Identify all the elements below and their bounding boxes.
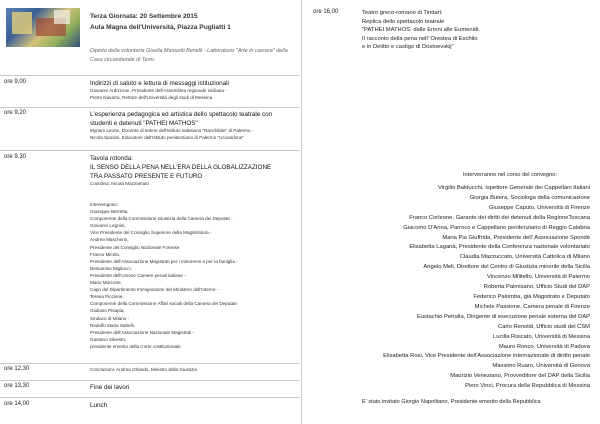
session-coordinator: Coordina: Nicola Mazzamuto bbox=[90, 181, 149, 186]
session-title: Tavola rotonda: bbox=[90, 155, 134, 162]
session-end: Fine dei lavori bbox=[90, 384, 130, 391]
session-lunch: Lunch bbox=[90, 402, 108, 409]
speaker-line: Massimo Ruaro, Università di Genova bbox=[492, 363, 590, 370]
session-pedagogy bbox=[90, 110, 295, 142]
speaker-line: Franco Corleone, Garante dei diritti dei detenuti della RegioneToscana bbox=[409, 214, 590, 221]
interventions-list bbox=[90, 201, 295, 350]
intervention-line: Franco Micela, bbox=[90, 251, 121, 257]
intervention-line: Sindaco di Milano - bbox=[90, 315, 130, 321]
painting-caption: Dipinto della volontaria Gisella Manuetti Benelli - Laboratorio "Arte in carcere" della Casa circondariale di Terni. bbox=[90, 48, 288, 63]
speaker-line: Federico Palomba, già Magistrato e Deputato bbox=[473, 293, 590, 300]
intervention-line: Gaetano Silvestri, bbox=[90, 336, 127, 342]
speaker-line: Vincenzo Militello, Università di Palermo bbox=[487, 274, 590, 281]
page-fold bbox=[301, 0, 302, 424]
speaker-line: Roberta Palmisano, Ufficio Studi del DAP bbox=[483, 284, 590, 291]
speaker-line: Giacomo D'Anna, Parroco e Cappellano penitenziario di Reggio Calabria bbox=[403, 224, 590, 231]
intervention-line: Componente della Commissione Giustizia della Camera dei Deputati - bbox=[90, 216, 233, 222]
session-title: TRA PASSATO PRESENTE E FUTURO bbox=[90, 173, 203, 180]
intervention-line: Intervengono: bbox=[90, 202, 119, 207]
divider-line bbox=[0, 150, 300, 151]
time-label: ore 9,30 bbox=[4, 154, 27, 160]
session-title: L'esperienza pedagogica ed artistica dello spettacolo teatrale con bbox=[90, 111, 273, 118]
speaker-line: Giuseppe Caputo, Università di Firenze bbox=[488, 204, 590, 211]
speaker-line: Virgilio Balducchi, Ispettore Generale dei Cappellani Italiani bbox=[438, 185, 590, 191]
session-speaker: Myriam Leone, Docente di lettere dell'Istituto salesiano "Ranchibile" di Palermo - bbox=[90, 128, 254, 133]
event-line: Teatro greco-romano di Tindari: bbox=[362, 10, 443, 16]
speakers-list bbox=[383, 184, 590, 392]
speaker-line: Claudia Mazzuccato, Università Cattolica di Milano bbox=[459, 254, 590, 261]
event-line: Replica dello spettacolo teatrale bbox=[362, 18, 445, 25]
painting-image bbox=[6, 8, 80, 47]
session-round-table bbox=[90, 154, 295, 188]
event-line: e in Delitto e castigo di Dostoevskij" bbox=[362, 44, 454, 51]
intervention-line: presidente emerito della Corte costituzionale bbox=[90, 343, 181, 349]
intervention-line: Teresa Piccione, bbox=[90, 294, 124, 300]
speaker-line: Michele Passione, Camera penale di Firenze bbox=[474, 303, 590, 310]
session-title: studenti e detenuti "PATHEI MATHOS" bbox=[90, 120, 198, 127]
time-label: ore 9,20 bbox=[4, 110, 27, 116]
intervention-line: Giovanni Legnini, bbox=[90, 223, 126, 229]
intervention-line: Presidente dell'Associazione Magistrati per i minorenni e per la famiglia - bbox=[90, 258, 238, 264]
speaker-line: Maurizio Veneziano, Provveditore del DAP della Sicilia bbox=[450, 373, 590, 380]
divider-line bbox=[0, 75, 300, 76]
invited-note: E' stato invitato Giorgio Napolitano, Presidente emerito della Repubblica bbox=[362, 399, 541, 405]
speaker-line: Piero Vinci, Procura della Repubblica di Messina bbox=[465, 383, 590, 390]
speaker-line: Carlo Renoldi, Ufficio studi del CSM bbox=[497, 323, 590, 330]
time-label: ore 14,00 bbox=[4, 401, 30, 407]
intervention-line: Componente della Commissione Affari sociali della Camera dei Deputati- bbox=[90, 301, 239, 307]
intervention-line: Vice Presidente del Consiglio Superiore della Magistratura - bbox=[90, 230, 212, 236]
session-title: IL SENSO DELLA PENA NELL'ERA DELLA GLOBALIZZAZIONE bbox=[90, 164, 272, 171]
intervention-line: Rodolfo Maria Sabelli, bbox=[90, 322, 135, 328]
speaker-line: Mauro Ronco, Università di Padova bbox=[498, 343, 590, 350]
intervention-line: Presidente dell'Unione Camere penali italiane - bbox=[90, 272, 186, 278]
session-conclusions: Conclusioni: Andrea Orlando, Ministro della Giustizia bbox=[90, 367, 197, 372]
day-title: Terza Giornata: 20 Settembre 2015 bbox=[90, 13, 198, 20]
right-page bbox=[303, 0, 600, 424]
time-label: ore 12,30 bbox=[4, 366, 30, 372]
time-label: ore 16,00 bbox=[313, 9, 339, 15]
intervention-line: Beniamino Migliucci, bbox=[90, 265, 132, 271]
session-speaker: Nicola Sposito, Educatore dell'Istituto penitenziario di Palermo "Ucciardone" bbox=[90, 134, 245, 140]
speaker-line: Maria Pia Giuffrida, Presidente dell' Associazione Spondè bbox=[442, 234, 590, 241]
intervention-line: Presidente dell'Associazione Nazionale Magistrati - bbox=[90, 329, 195, 335]
event-line: Il racconto della pena nell' Orestea di Eschilo bbox=[362, 35, 478, 42]
intervention-line: Mario Morcone, bbox=[90, 280, 122, 286]
divider-line bbox=[0, 380, 300, 381]
speaker-line: Giorgia Butera, Sociologa della comunicazione bbox=[469, 194, 590, 201]
intervention-line: Giuseppe Berretta, bbox=[90, 209, 129, 215]
divider-line bbox=[0, 107, 300, 108]
session-title: Indirizzi di saluto e lettura di messaggi istituzionali bbox=[90, 80, 229, 87]
intervention-line: Giuliano Pisapia, bbox=[90, 308, 125, 314]
intervention-line: Presidente del Consiglio Nazionale Forense bbox=[90, 244, 180, 250]
divider-line bbox=[0, 397, 300, 398]
theatre-event bbox=[362, 9, 480, 52]
speaker-line: Angelo Meli, Direttore del Centro di Giustizia minorile della Sicilia bbox=[423, 264, 590, 271]
speaker-line: Elisabetta Rosi, Vice Presidente dell'Associazione internazionale di diritto penale bbox=[383, 353, 590, 360]
speaker-line: Eustachio Petralla, Dirigente di esecuzione penale esterna del DAP bbox=[416, 313, 590, 320]
intervention-line: Capo del Dipartimento Immigrazione del Ministero dell'Interno - bbox=[90, 287, 219, 293]
time-label: ore 13,30 bbox=[4, 383, 30, 389]
session-greetings bbox=[90, 79, 295, 102]
intervention-line: Andrea Mascherin, bbox=[90, 237, 129, 243]
speaker-line: Elisabetta Laganà, Presidente della Conferenza nazionale volontariato bbox=[409, 244, 590, 251]
speaker-line: Lucilla Risicato, Università di Messina bbox=[493, 333, 590, 340]
speakers-heading: Interverranno nel corso del convegno: bbox=[463, 172, 557, 178]
divider-line bbox=[0, 363, 300, 364]
venue-title: Aula Magna dell'Università, Piazza Pugliatti 1 bbox=[90, 24, 231, 31]
time-label: ore 9,00 bbox=[4, 79, 27, 85]
day-header bbox=[90, 11, 231, 33]
session-speaker: Giovanni Ardizzone, Presidente dell'Assemblea regionale siciliana - bbox=[90, 88, 227, 93]
session-speaker: Pietro Navarra, Rettore dell'Università degli studi di Messina bbox=[90, 94, 213, 100]
event-line: "PATHEI MATHOS: dalle Erinni alle Eumenidi. bbox=[362, 27, 481, 34]
